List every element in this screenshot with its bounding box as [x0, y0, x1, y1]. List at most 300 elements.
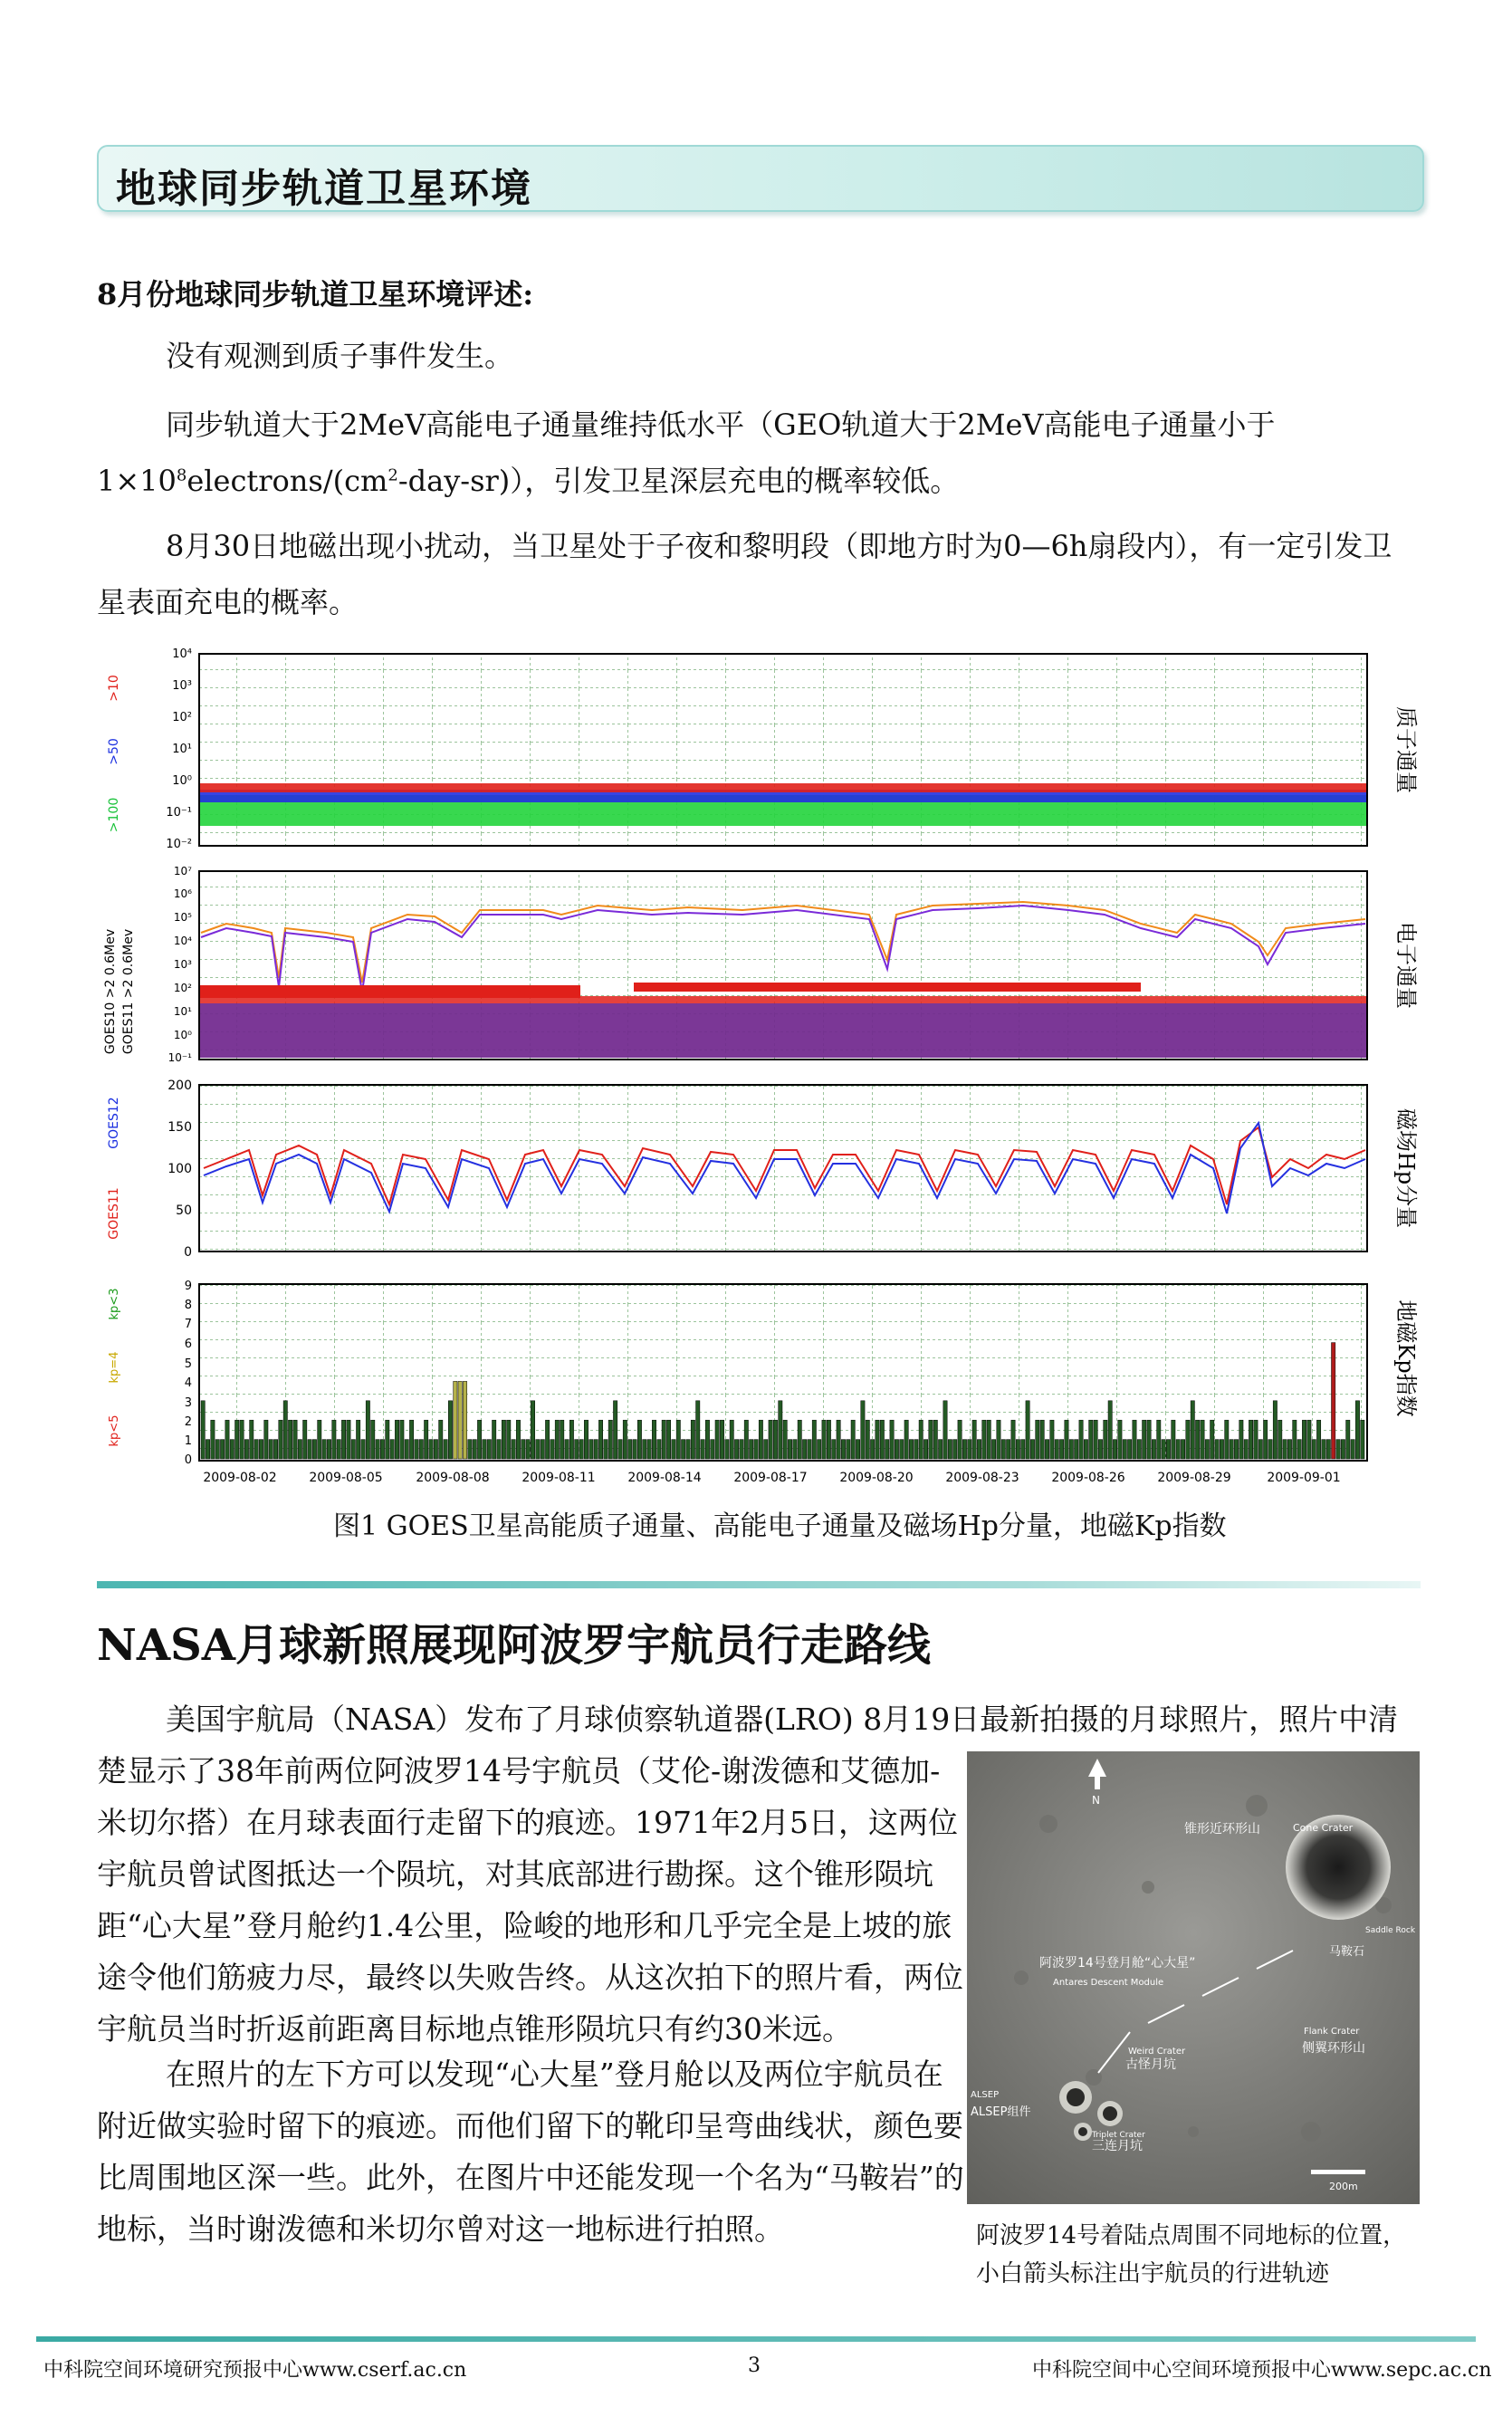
- kp-bar: [1346, 1420, 1350, 1459]
- kp-bar: [1118, 1420, 1122, 1459]
- kp-bar: [409, 1420, 413, 1459]
- kp-bar: [923, 1440, 927, 1459]
- kp-bar: [507, 1420, 511, 1459]
- footer-line: [36, 2336, 1476, 2342]
- kp-bar: [890, 1420, 894, 1459]
- legend-label: kp<5: [108, 1414, 121, 1447]
- kp-bar: [1312, 1440, 1316, 1459]
- kp-bar: [536, 1440, 540, 1459]
- kp-bar: [676, 1420, 680, 1459]
- kp-bar: [545, 1420, 549, 1459]
- kp-bar: [701, 1440, 704, 1459]
- kp-bar: [526, 1440, 530, 1459]
- legend-label: GOES12: [107, 1097, 121, 1149]
- kp-bar: [618, 1440, 622, 1459]
- tick-label: 6: [184, 1338, 192, 1351]
- kp-bar: [424, 1420, 427, 1459]
- kp-bar: [1143, 1420, 1146, 1459]
- kp-bar: [982, 1420, 986, 1459]
- photo-label: Saddle Rock: [1365, 1926, 1416, 1935]
- kp-bar: [303, 1420, 307, 1459]
- tick-label: 10⁷: [173, 865, 192, 877]
- kp-bar: [1176, 1440, 1180, 1459]
- date-tick: 2009-08-11: [522, 1471, 596, 1485]
- kp-bar: [773, 1420, 777, 1459]
- kp-bar: [1157, 1420, 1161, 1459]
- kp-bar: [1201, 1420, 1204, 1459]
- kp-bar: [463, 1381, 466, 1459]
- kp-bar: [1316, 1420, 1320, 1459]
- tick-label: 10⁻²: [166, 838, 192, 851]
- kp-bar: [1079, 1420, 1083, 1459]
- footer-left: 中科院空间环境研究预报中心www.cserf.ac.cn: [43, 2359, 467, 2382]
- kp-bar: [1084, 1440, 1087, 1459]
- kp-bar: [1172, 1420, 1175, 1459]
- kp-bar: [1331, 1343, 1335, 1459]
- kp-bar: [225, 1420, 229, 1459]
- kp-bar: [1152, 1440, 1155, 1459]
- kp-bar: [711, 1440, 714, 1459]
- kp-bar: [841, 1440, 845, 1459]
- kp-bar: [215, 1440, 219, 1459]
- electron-flux-panel: [103, 865, 1419, 1064]
- kp-bar: [715, 1420, 719, 1459]
- kp-bar: [919, 1420, 923, 1459]
- tick-label: 9: [184, 1280, 192, 1293]
- kp-bar: [637, 1420, 641, 1459]
- tick-label: 4: [184, 1376, 192, 1390]
- kp-bar: [206, 1440, 209, 1459]
- kp-index-panel: [108, 1280, 1419, 1467]
- kp-bar: [662, 1420, 665, 1459]
- kp-bar: [1195, 1420, 1199, 1459]
- kp-bar: [201, 1401, 205, 1459]
- kp-bar: [1162, 1440, 1165, 1459]
- scale-bar: [1311, 2170, 1365, 2174]
- date-tick: 2009-09-01: [1267, 1471, 1341, 1485]
- kp-bar: [444, 1440, 447, 1459]
- kp-bar: [415, 1440, 418, 1459]
- kp-bar: [734, 1440, 738, 1459]
- kp-bar: [1191, 1401, 1194, 1459]
- kp-bar: [749, 1440, 752, 1459]
- kp-bar: [1094, 1420, 1097, 1459]
- kp-bar: [740, 1440, 743, 1459]
- kp-bar: [468, 1440, 472, 1459]
- kp-bar: [705, 1420, 709, 1459]
- photo-label: 锥形近环形山: [1184, 1822, 1260, 1836]
- kp-bar: [783, 1420, 787, 1459]
- kp-bar: [298, 1440, 301, 1459]
- legend-label: GOES11: [107, 1187, 121, 1240]
- kp-bar: [327, 1440, 330, 1459]
- kp-bar: [1181, 1440, 1184, 1459]
- tick-label: 10⁻¹: [167, 1051, 192, 1064]
- kp-bar: [477, 1420, 481, 1459]
- kp-bar: [788, 1440, 791, 1459]
- news-paragraph-2: 在照片的左下方可以发现“心大星”登月舱以及两位宇航员在附近做实验时留下的痕迹。而他们留下的靴印呈弯曲线状，颜色要比周围地区深一些。此外，在图片中还能发现一个名为“马鞍岩”的地标，当时谢泼德和米切尔曾对这一地标进行拍照。: [97, 2057, 964, 2247]
- kp-bar: [779, 1401, 782, 1459]
- tick-label: 50: [176, 1203, 192, 1218]
- tick-label: 10⁰: [173, 1029, 192, 1041]
- kp-bar: [1263, 1420, 1267, 1459]
- date-tick: 2009-08-14: [627, 1471, 702, 1485]
- kp-bar: [1006, 1440, 1010, 1459]
- kp-bar: [730, 1420, 733, 1459]
- kp-bar: [429, 1440, 433, 1459]
- kp-bar: [793, 1440, 797, 1459]
- kp-bar: [1287, 1440, 1291, 1459]
- kp-bar: [754, 1440, 758, 1459]
- kp-bar: [885, 1440, 889, 1459]
- date-tick: 2009-08-29: [1157, 1471, 1231, 1485]
- tick-label: 8: [184, 1299, 192, 1312]
- kp-bar: [691, 1420, 694, 1459]
- tick-label: 1: [184, 1434, 192, 1448]
- kp-bar: [943, 1401, 947, 1459]
- kp-bar: [808, 1440, 811, 1459]
- kp-bar: [550, 1440, 554, 1459]
- kp-bar: [904, 1420, 908, 1459]
- kp-bar: [933, 1420, 937, 1459]
- kp-bar: [395, 1420, 398, 1459]
- kp-bar: [1293, 1420, 1297, 1459]
- review-heading: 8月份地球同步轨道卫星环境评述:: [97, 277, 534, 312]
- date-tick: 2009-08-05: [309, 1471, 383, 1485]
- kp-bar: [434, 1440, 437, 1459]
- tick-label: 10⁴: [172, 647, 192, 661]
- kp-bar: [1026, 1401, 1029, 1459]
- kp-bar: [244, 1440, 248, 1459]
- kp-bar: [1021, 1440, 1025, 1459]
- kp-bar: [458, 1381, 462, 1459]
- review-paragraph-3: 8月30日地磁出现小扰动，当卫星处于子夜和黎明段（即地方时为0—6h扇段内），有一定引发卫星表面充电的概率。: [97, 529, 1392, 619]
- photo-label: Cone Crater: [1293, 1822, 1354, 1834]
- date-tick: 2009-08-23: [945, 1471, 1019, 1485]
- date-axis: [203, 1471, 1340, 1485]
- panel-label: 电子通量: [1393, 922, 1419, 1009]
- kp-bar: [1050, 1420, 1054, 1459]
- tick-label: 10³: [173, 958, 192, 971]
- kp-bar: [240, 1420, 244, 1459]
- kp-bar: [962, 1440, 966, 1459]
- kp-bar: [604, 1440, 608, 1459]
- kp-bar: [337, 1440, 340, 1459]
- page-number: 3: [748, 2354, 761, 2377]
- kp-bar: [1278, 1420, 1282, 1459]
- kp-bar: [909, 1440, 913, 1459]
- kp-bar: [555, 1420, 559, 1459]
- kp-bar: [929, 1420, 933, 1459]
- kp-bar: [512, 1440, 515, 1459]
- kp-bar: [681, 1440, 684, 1459]
- kp-bar: [250, 1420, 254, 1459]
- tick-label: 3: [184, 1396, 192, 1410]
- kp-bar: [1254, 1420, 1258, 1459]
- tick-label: 10⁰: [172, 774, 192, 788]
- kp-bar: [851, 1420, 855, 1459]
- kp-bar: [997, 1420, 1000, 1459]
- kp-bar: [1133, 1420, 1136, 1459]
- kp-bar: [643, 1440, 646, 1459]
- proton-flux-panel: [107, 647, 1419, 851]
- kp-bar: [497, 1440, 501, 1459]
- legend-label: >10: [107, 675, 121, 702]
- kp-bar: [584, 1420, 588, 1459]
- date-tick: 2009-08-08: [416, 1471, 490, 1485]
- kp-bar: [448, 1401, 452, 1459]
- kp-bar: [1302, 1420, 1306, 1459]
- tick-label: 100: [167, 1162, 192, 1176]
- date-tick: 2009-08-26: [1051, 1471, 1125, 1485]
- kp-bar: [454, 1381, 457, 1459]
- kp-bar: [672, 1440, 675, 1459]
- tick-label: 10³: [172, 679, 192, 693]
- photo-label: ALSEP组件: [971, 2105, 1031, 2119]
- kp-bar: [696, 1401, 700, 1459]
- kp-bar: [308, 1440, 311, 1459]
- kp-bar: [560, 1420, 564, 1459]
- kp-bar: [647, 1440, 651, 1459]
- tick-label: 0: [184, 1245, 192, 1260]
- tick-label: 0: [184, 1453, 192, 1467]
- kp-bar: [1045, 1440, 1048, 1459]
- kp-bar: [269, 1440, 273, 1459]
- kp-bar: [1341, 1440, 1345, 1459]
- kp-bar: [598, 1420, 602, 1459]
- proton-series-gt10: [200, 783, 1366, 792]
- kp-bar: [1307, 1420, 1311, 1459]
- legend-label: kp=4: [108, 1351, 121, 1384]
- moon-photo: [967, 1751, 1420, 2204]
- electron-series-2mev-b: [200, 1003, 1366, 1058]
- kp-bar: [312, 1440, 316, 1459]
- kp-bar: [608, 1420, 612, 1459]
- kp-bar: [798, 1420, 801, 1459]
- kp-bar: [371, 1420, 375, 1459]
- tick-label: 10²: [172, 711, 192, 724]
- kp-bar: [1230, 1440, 1233, 1459]
- kp-bar: [1211, 1420, 1214, 1459]
- tick-label: 10⁴: [173, 935, 192, 947]
- kp-bar: [802, 1440, 806, 1459]
- kp-bar: [259, 1440, 263, 1459]
- kp-bar: [1075, 1440, 1078, 1459]
- tick-label: 2: [184, 1415, 192, 1429]
- photo-label: Antares Descent Module: [1053, 1978, 1164, 1988]
- kp-bar: [502, 1420, 505, 1459]
- photo-label: 200m: [1329, 2181, 1358, 2192]
- kp-bar: [1205, 1440, 1209, 1459]
- kp-bar: [1361, 1420, 1364, 1459]
- kp-bar: [1322, 1440, 1325, 1459]
- panel-label: 磁场Hp分量: [1393, 1108, 1419, 1229]
- kp-bar: [1123, 1440, 1126, 1459]
- kp-bar: [589, 1440, 593, 1459]
- kp-bar: [235, 1420, 239, 1459]
- kp-bar: [318, 1420, 321, 1459]
- kp-bar: [991, 1440, 995, 1459]
- photo-label: 三连月坑: [1092, 2139, 1143, 2153]
- electron-series-2mev-peak: [634, 983, 1141, 992]
- kp-bar: [565, 1440, 569, 1459]
- kp-bar: [254, 1440, 258, 1459]
- news-paragraph-1: 楚显示了38年前两位阿波罗14号宇航员（艾伦-谢泼德和艾德加-米切尔搭）在月球表面行走留下的痕迹。1971年2月5日，这两位宇航员曾试图抵达一个陨坑，对其底部进行勘探。这个锥形陨坑距“心大星”登月舱约1.4公里，险峻的地形和几乎完全是上坡的旅途令他们筋疲力尽，最终以失败告终。从这次拍下的照片看，两位宇航员当时折返前距离目标地点锥形陨坑只有约30米远。: [97, 1753, 963, 2047]
- kp-bar: [493, 1420, 496, 1459]
- kp-bar: [623, 1420, 627, 1459]
- kp-bar: [725, 1440, 729, 1459]
- kp-bar: [666, 1420, 670, 1459]
- legend-label: GOES10 >2 0.6Mev: [103, 928, 118, 1055]
- kp-bar: [487, 1440, 491, 1459]
- kp-bar: [400, 1420, 404, 1459]
- kp-bar: [273, 1440, 277, 1459]
- kp-bar: [633, 1440, 636, 1459]
- kp-bar: [1089, 1420, 1093, 1459]
- kp-bar: [288, 1420, 292, 1459]
- kp-bar: [439, 1420, 443, 1459]
- kp-bar: [419, 1440, 423, 1459]
- tick-label: 10⁶: [173, 887, 192, 900]
- kp-bar: [613, 1401, 617, 1459]
- kp-bar: [1268, 1440, 1272, 1459]
- kp-bar: [594, 1440, 598, 1459]
- kp-bar: [1036, 1420, 1039, 1459]
- kp-bar: [1273, 1401, 1277, 1459]
- kp-bar: [366, 1401, 369, 1459]
- tick-label: 5: [184, 1357, 192, 1371]
- kp-bar: [1355, 1401, 1359, 1459]
- kp-bar: [977, 1440, 981, 1459]
- kp-bar: [376, 1440, 379, 1459]
- kp-bar: [1065, 1420, 1068, 1459]
- kp-bar: [720, 1420, 723, 1459]
- kp-bar: [657, 1440, 661, 1459]
- kp-bar: [1239, 1420, 1243, 1459]
- kp-bar: [356, 1420, 359, 1459]
- photo-label: Triplet Crater: [1092, 2131, 1145, 2140]
- tick-label: 150: [167, 1120, 192, 1135]
- kp-bar: [1336, 1440, 1340, 1459]
- kp-bar: [847, 1440, 850, 1459]
- kp-bar: [386, 1420, 389, 1459]
- kp-bar: [1098, 1440, 1102, 1459]
- kp-bar: [473, 1440, 476, 1459]
- kp-bar: [230, 1440, 234, 1459]
- photo-label: 马鞍石: [1329, 1945, 1365, 1959]
- kp-bar: [968, 1440, 971, 1459]
- kp-bar: [1147, 1420, 1151, 1459]
- tick-label: 10¹: [172, 743, 192, 756]
- kp-bar: [1225, 1420, 1229, 1459]
- kp-bar: [322, 1440, 326, 1459]
- kp-bar: [880, 1420, 884, 1459]
- panel-label: 质子通量: [1393, 706, 1419, 793]
- kp-bar: [866, 1420, 869, 1459]
- kp-bar: [1283, 1440, 1287, 1459]
- photo-label: 侧翼环形山: [1302, 2041, 1365, 2056]
- photo-label: 阿波罗14号登月舱“心大星”: [1039, 1956, 1196, 1971]
- section-divider: [97, 1581, 1421, 1588]
- kp-bar: [938, 1440, 942, 1459]
- kp-bar: [1059, 1440, 1063, 1459]
- kp-bar: [837, 1420, 840, 1459]
- kp-bar: [293, 1420, 297, 1459]
- photo-label: 古怪月坑: [1125, 2057, 1176, 2072]
- kp-bar: [827, 1420, 830, 1459]
- electron-series-2mev-peak: [200, 985, 580, 998]
- tick-label: 10²: [173, 982, 192, 994]
- kp-bar: [972, 1420, 976, 1459]
- kp-bar: [1137, 1440, 1141, 1459]
- kp-bar: [1351, 1440, 1354, 1459]
- kp-bar: [361, 1440, 365, 1459]
- panel-label: 地磁Kp指数: [1393, 1299, 1419, 1417]
- photo-caption: 阿波罗14号着陆点周围不同地标的位置，小白箭头标注出宇航员的行进轨迹: [976, 2222, 1407, 2287]
- kp-bar: [822, 1420, 826, 1459]
- kp-bar: [958, 1420, 962, 1459]
- review-paragraph-1: 没有观测到质子事件发生。: [166, 339, 514, 373]
- kp-bar: [541, 1440, 544, 1459]
- kp-bar: [686, 1440, 690, 1459]
- kp-bar: [1258, 1440, 1262, 1459]
- kp-bar: [347, 1420, 350, 1459]
- kp-bar: [332, 1420, 336, 1459]
- kp-bar: [380, 1440, 384, 1459]
- kp-bar: [1040, 1420, 1044, 1459]
- kp-bar: [652, 1420, 656, 1459]
- figure-caption: 图1 GOES卫星高能质子通量、高能电子通量及磁场Hp分量，地磁Kp指数: [333, 1510, 1227, 1542]
- kp-bar: [861, 1401, 865, 1459]
- footer-right: 中科院空间中心空间环境预报中心www.sepc.ac.cn: [1032, 2359, 1492, 2382]
- news-paragraph-1-line-1: 美国宇航局（NASA）发布了月球侦察轨道器(LRO) 8月19日最新拍摄的月球照片，照片中清: [166, 1702, 1399, 1737]
- kp-bar: [744, 1420, 748, 1459]
- legend-label: >100: [107, 797, 121, 833]
- kp-bar: [769, 1420, 772, 1459]
- kp-bar: [1104, 1420, 1107, 1459]
- kp-bar: [870, 1440, 874, 1459]
- kp-bar: [987, 1420, 990, 1459]
- date-tick: 2009-08-17: [733, 1471, 808, 1485]
- kp-bar: [531, 1401, 534, 1459]
- kp-bar: [812, 1420, 816, 1459]
- kp-bar: [283, 1401, 287, 1459]
- kp-bar: [628, 1440, 632, 1459]
- photo-label: Flank Crater: [1304, 2027, 1360, 2037]
- kp-bar: [856, 1440, 859, 1459]
- kp-bar: [211, 1420, 215, 1459]
- kp-bar: [1186, 1420, 1190, 1459]
- tick-label: 200: [167, 1079, 192, 1093]
- tick-label: 10⁻¹: [166, 806, 192, 820]
- kp-bar: [1249, 1420, 1252, 1459]
- photo-label: N: [1092, 1794, 1100, 1807]
- kp-bar: [1326, 1440, 1330, 1459]
- hp-component-panel: [107, 1079, 1419, 1260]
- kp-bar: [1234, 1440, 1238, 1459]
- kp-bar: [579, 1440, 583, 1459]
- kp-bar: [279, 1420, 282, 1459]
- tick-label: 7: [184, 1318, 192, 1331]
- legend-label: >50: [107, 738, 121, 765]
- date-tick: 2009-08-02: [203, 1471, 277, 1485]
- review-paragraph-2: 同步轨道大于2MeV高能电子通量维持低水平（GEO轨道大于2MeV高能电子通量小于$1\times 10^8electrons/(cm^2-day-sr)$），引发卫星深层充电的概率较低。: [97, 408, 1276, 498]
- kp-bar: [220, 1440, 224, 1459]
- kp-bar: [516, 1420, 520, 1459]
- tick-label: 10¹: [173, 1005, 192, 1018]
- kp-bar: [900, 1440, 904, 1459]
- kp-bar: [1297, 1440, 1301, 1459]
